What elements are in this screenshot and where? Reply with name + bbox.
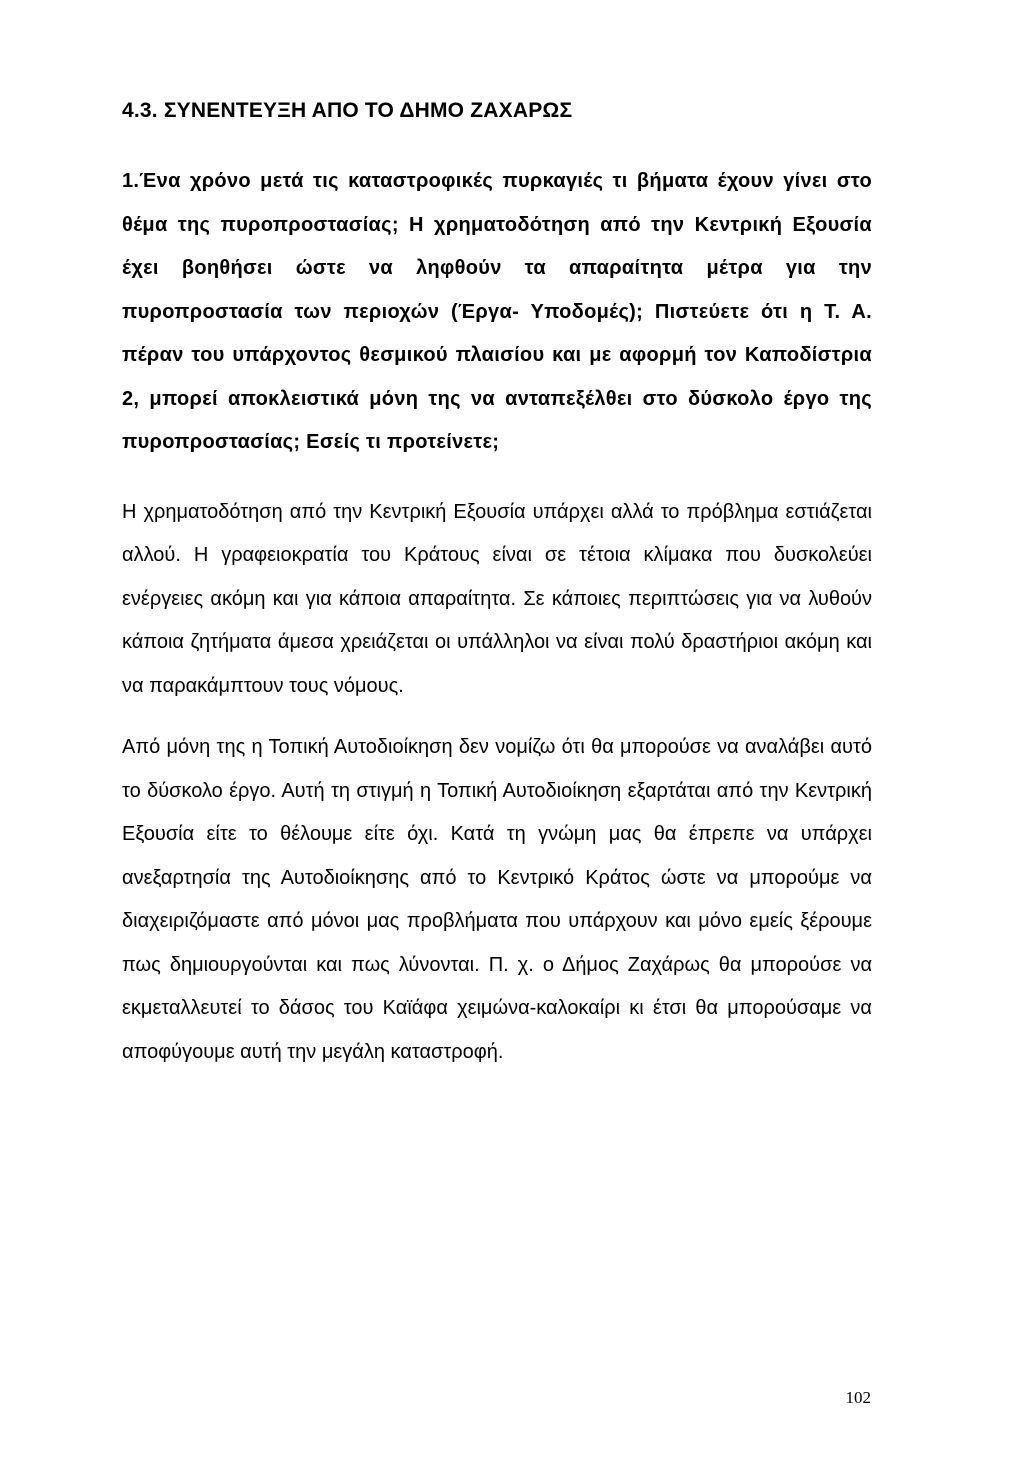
answer-paragraph-1: Η χρηματοδότηση από την Κεντρική Εξουσία υπάρχει αλλά το πρόβλημα εστιάζεται αλλού. Η γραφειοκρατία του Κράτους είναι σε τέτοια κλίμακα που δυσκολεύει ενέργειες ακόμη και για κάποια απαραίτητα. Σε κάποιες περιπτώσεις για να λυθούν κάποια ζητήματα άμεσα χρειάζεται οι υπάλληλοι να είναι πολύ δραστήριοι ακόμη και να παρακάμπτουν τους νόμους. [122, 500, 872, 697]
section-heading: 4.3. ΣΥΝΕΝΤΕΥΞΗ ΑΠΟ ΤΟ ΔΗΜΟ ΖΑΧΑΡΩΣ [122, 99, 573, 122]
answer-paragraph-2: Από μόνη της η Τοπική Αυτοδιοίκηση δεν νομίζω ότι θα μπορούσε να αναλάβει αυτό το δύσκολο έργο. Αυτή τη στιγμή η Τοπική Αυτοδιοίκηση εξαρτάται από την Κεντρική Εξουσία είτε το θέλουμε είτε όχι. Κατά τη γνώμη μας θα έπρεπε να υπάρχει ανεξαρτησία της Αυτοδιοίκησης από το Κεντρικό Κράτος ώστε να μπορούμε να διαχειριζόμαστε από μόνοι μας προβλήματα που υπάρχουν και μόνο εμείς ξέρουμε πως δημιουργούνται και πως λύνονται. Π. χ. ο Δήμος Ζαχάρως θα μπορούσε να εκμεταλλευτεί το δάσος του Καϊάφα χειμώνα-καλοκαίρι κι έτσι θα μπορούσαμε να αποφύγουμε αυτή την μεγάλη καταστροφή. [122, 736, 872, 1063]
page-number: 102 [845, 1388, 871, 1407]
document-body [122, 96, 872, 1074]
interview-question: 1.Ένα χρόνο μετά τις καταστροφικές πυρκαγιές τι βήματα έχουν γίνει στο θέμα της πυροπροστασίας; Η χρηματοδότηση από την Κεντρική Εξουσία έχει βοηθήσει ώστε να ληφθούν τα απαραίτητα μέτρα για την πυροπροστασία των περιοχών (Έργα- Υποδομές); Πιστεύετε ότι η Τ. Α. πέραν του υπάρχοντος θεσμικού πλαισίου και με αφορμή τον Καποδίστρια 2, μπορεί αποκλειστικά μόνη της να ανταπεξέλθει στο δύσκολο έργο της πυροπροστασίας; Εσείς τι προτείνετε; [122, 170, 872, 453]
